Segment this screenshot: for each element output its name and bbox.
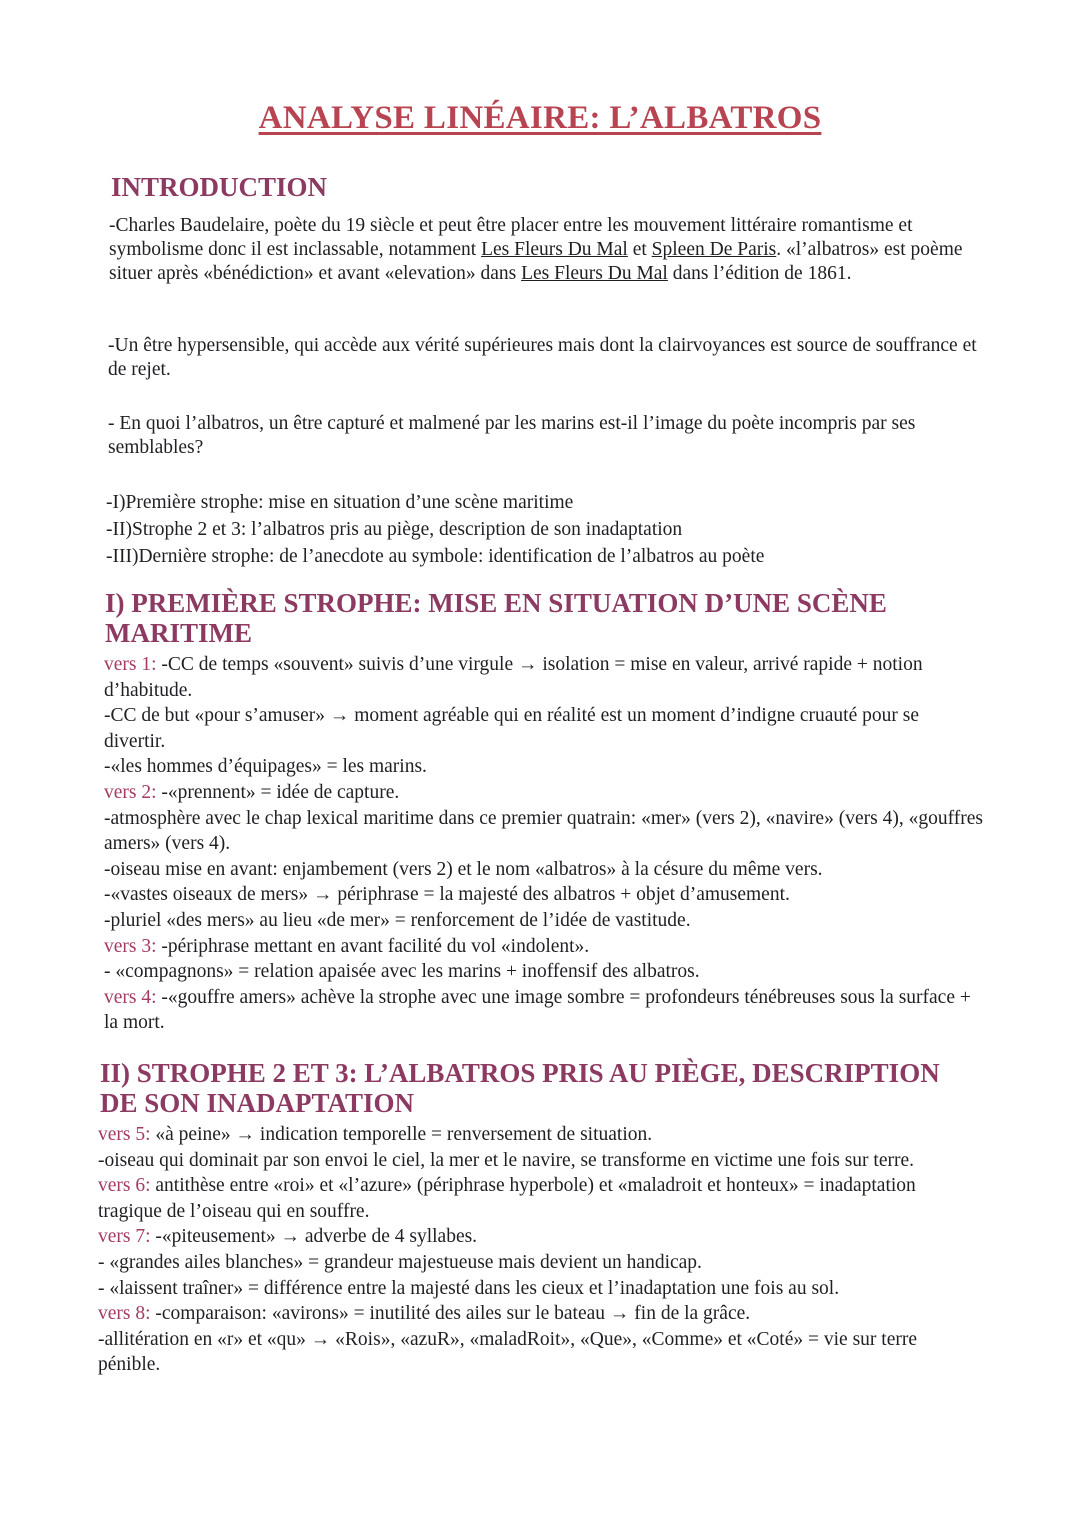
vers-label: vers 2: xyxy=(104,781,157,803)
line-text: - «laissent traîner» = différence entre la majesté dans les cieux et l’inadaptation une fois au sol. xyxy=(98,1277,840,1299)
line-text: antithèse entre «roi» et «l’azure» (périphrase hyperbole) et «maladroit et honteux» = inadaptation tragique de l’oiseau qui en souffre. xyxy=(98,1175,916,1222)
work-title-fleurs-du-mal-2: Les Fleurs Du Mal xyxy=(521,263,668,284)
line-text: -oiseau mise en avant: enjambement (vers 2) et le nom «albatros» à la césure du même vers. xyxy=(104,858,823,880)
section-2-body xyxy=(98,1122,983,1378)
plan-item-3: -III)Dernière strophe: de l’anecdote au symbole: identification de l’albatros au poète xyxy=(106,546,765,567)
section-1-line xyxy=(104,652,984,703)
section-1-line xyxy=(104,882,984,908)
section-1-line xyxy=(104,934,984,960)
section-2-line xyxy=(98,1148,983,1174)
vers-label: vers 7: xyxy=(98,1226,151,1248)
vers-label: vers 8: xyxy=(98,1303,151,1325)
line-text: -«prennent» = idée de capture. xyxy=(156,781,400,803)
intro-text-a: -Charles Baudelaire, poète du 19 siècle et peut être placer entre les mouvement littéraire romantisme et symbolisme donc il est inclassable, notamment xyxy=(109,215,913,260)
intro-text-d: dans l’édition de 1861. xyxy=(667,263,852,284)
section-2-line xyxy=(98,1276,983,1302)
line-text: - «compagnons» = relation apaisée avec les marins + inoffensif des albatros. xyxy=(104,961,700,983)
work-title-spleen-de-paris: Spleen De Paris xyxy=(651,239,777,260)
line-text: -pluriel «des mers» au lieu «de mer» = renforcement de l’idée de vastitude. xyxy=(104,909,691,931)
section-1-line xyxy=(104,857,984,883)
introduction-paragraph-2 xyxy=(108,334,980,382)
line-text: -«les hommes d’équipages» = les marins. xyxy=(104,756,427,778)
vers-label: vers 3: xyxy=(104,935,157,957)
line-text: -périphrase mettant en avant facilité du vol «indolent». xyxy=(156,935,590,957)
line-text: -«vastes oiseaux de mers» → périphrase = la majesté des albatros + objet d’amusement. xyxy=(104,884,790,906)
introduction-paragraph-1 xyxy=(109,214,974,286)
vers-label: vers 6: xyxy=(98,1175,151,1197)
line-text: -atmosphère avec le chap lexical maritime dans ce premier quatrain: «mer» (vers 2), «navire» (vers 4), «gouffres amers» (vers 4). xyxy=(104,807,983,855)
plan-list xyxy=(106,489,966,570)
vers-label: vers 4: xyxy=(104,986,157,1008)
section-2-line xyxy=(98,1327,983,1378)
line-text: «à peine» → indication temporelle = renversement de situation. xyxy=(150,1124,653,1145)
section-1-line xyxy=(104,806,984,857)
line-text: -allitération en «r» et «qu» → «Rois», «azuR», «maladRoit», «Que», «Comme» et «Coté» = vie sur terre pénible. xyxy=(98,1328,917,1376)
line-text: -«gouffre amers» achève la strophe avec une image sombre = profondeurs ténébreuses sous la surface + la mort. xyxy=(104,986,971,1034)
section-2-line xyxy=(98,1224,983,1250)
introduction-heading: INTRODUCTION xyxy=(111,172,328,202)
plan-item-1: -I)Première strophe: mise en situation d’une scène maritime xyxy=(106,492,574,513)
line-text: -CC de temps «souvent» suivis d’une virgule → isolation = mise en valeur, arrivé rapide + notion d’habitude. xyxy=(104,654,923,701)
line-text: -CC de but «pour s’amuser» → moment agréable qui en réalité est un moment d’indigne cruauté pour se divertir. xyxy=(104,705,919,752)
section-1-line xyxy=(104,780,984,806)
section-1-line xyxy=(104,959,984,985)
section-1-line xyxy=(104,754,984,780)
plan-item-2: -II)Strophe 2 et 3: l’albatros pris au piège, description de son inadaptation xyxy=(106,519,683,540)
section-2-heading: II) STROPHE 2 ET 3: L’ALBATROS PRIS AU PIÈGE, DESCRIPTION DE SON INADAPTATION xyxy=(100,1058,940,1118)
section-1-line xyxy=(104,985,984,1036)
line-text: -oiseau qui dominait par son envoi le ciel, la mer et le navire, se transforme en victime une fois sur terre. xyxy=(98,1149,915,1171)
section-2-line xyxy=(98,1173,983,1224)
vers-label: vers 5: xyxy=(98,1124,151,1145)
section-2-line xyxy=(98,1122,983,1148)
section-2-line xyxy=(98,1250,983,1276)
line-text: - «grandes ailes blanches» = grandeur majestueuse mais devient un handicap. xyxy=(98,1251,702,1273)
intro-text-b: et xyxy=(627,239,652,260)
section-1-line xyxy=(104,703,984,754)
problematique xyxy=(108,412,998,460)
intro-hypersensible-text: -Un être hypersensible, qui accède aux vérité supérieures mais dont la clairvoyances est source de souffrance et de rejet. xyxy=(108,335,977,380)
vers-label: vers 1: xyxy=(104,654,157,675)
problematique-text: - En quoi l’albatros, un être capturé et malmené par les marins est-il l’image du poète incompris par ses semblables? xyxy=(108,413,916,458)
section-1-heading: I) PREMIÈRE STROPHE: MISE EN SITUATION D’UNE SCÈNE MARITIME xyxy=(105,588,887,648)
section-1-body xyxy=(104,652,984,1036)
line-text: -comparaison: «avirons» = inutilité des ailes sur le bateau → fin de la grâce. xyxy=(150,1303,751,1325)
intro-text-c: . «l’albatros» est poème situer après «bénédiction» et avant «elevation» dans xyxy=(109,239,963,284)
document-title: ANALYSE LINÉAIRE: L’ALBATROS xyxy=(258,100,822,136)
work-title-fleurs-du-mal: Les Fleurs Du Mal xyxy=(481,239,628,260)
section-1-line xyxy=(104,908,984,934)
line-text: -«piteusement» → adverbe de 4 syllabes. xyxy=(150,1226,478,1248)
section-2-line xyxy=(98,1301,983,1327)
